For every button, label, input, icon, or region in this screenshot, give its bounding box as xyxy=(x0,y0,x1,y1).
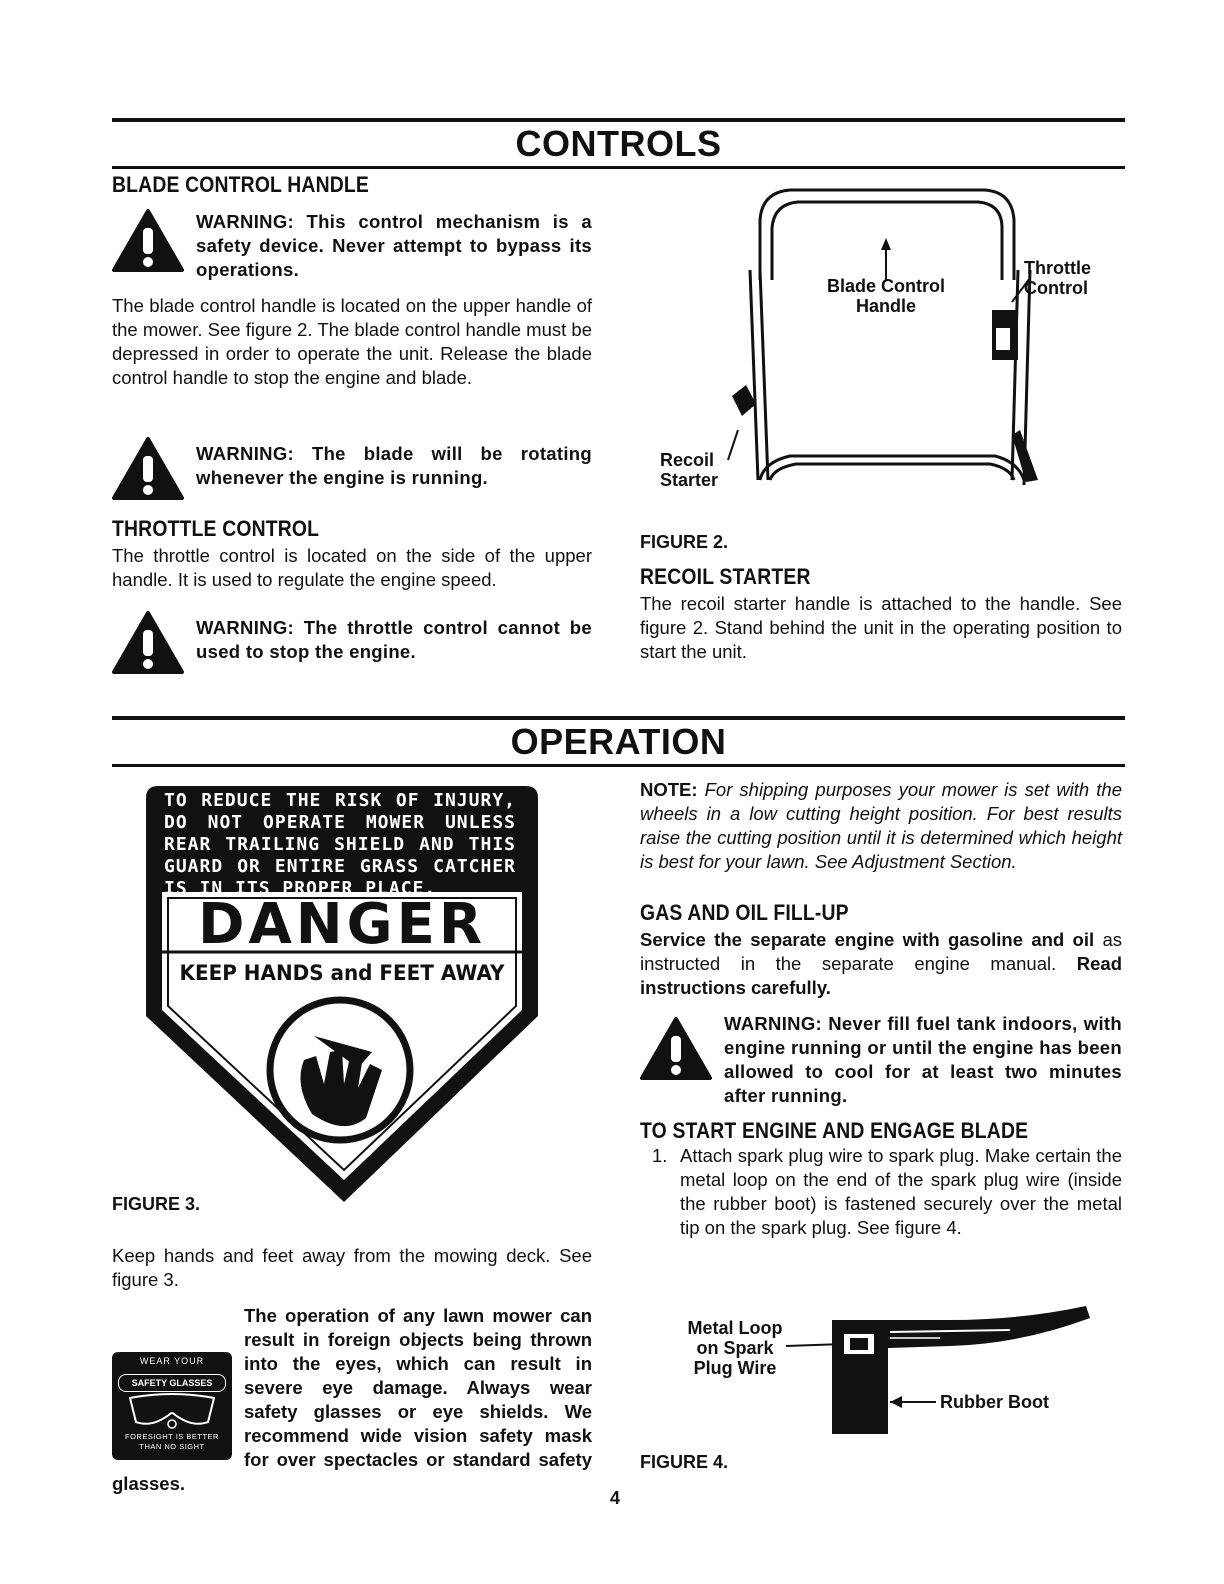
start-heading: TO START ENGINE AND ENGAGE BLADE xyxy=(640,1118,1029,1143)
controls-title: CONTROLS xyxy=(515,123,722,164)
controls-bottom-rule xyxy=(112,166,1125,169)
foreign-objects-text xyxy=(112,1304,592,1496)
figure2-caption: FIGURE 2. xyxy=(640,532,729,552)
badge-middle-text: SAFETY GLASSES xyxy=(118,1374,226,1392)
figure4-label-rubber-boot: Rubber Boot xyxy=(940,1392,1049,1412)
operation-bottom-rule xyxy=(112,764,1125,767)
note-label: NOTE: xyxy=(640,779,698,800)
fuel-warning: WARNING: Never fill fuel tank indoors, with engine running or until the engine has been allowed to cool for at least two minutes after running. xyxy=(724,1013,1122,1106)
note-text: For shipping purposes your mower is set with the wheels in a low cutting height position. For best results raise the cutting position until it is determined which height is best for your lawn. See Adjustment Section. xyxy=(640,779,1122,872)
start-step-number: 1. xyxy=(652,1145,668,1166)
blade-control-heading: BLADE CONTROL HANDLE xyxy=(112,172,369,197)
blade-control-body: The blade control handle is located on the upper handle of the mower. See figure 2. The blade control handle must be depressed in order to operate the unit. Release the blade control handle to stop the engine and blade. xyxy=(112,295,592,388)
keep-hands-feet-away: KEEP HANDS and FEET AWAY xyxy=(179,961,505,985)
gas-normal: as instructed in the separate engine manual. xyxy=(640,929,1123,974)
note-paragraph xyxy=(640,778,1122,874)
figure4-caption: FIGURE 4. xyxy=(640,1452,729,1472)
danger-word: DANGER xyxy=(197,892,487,957)
controls-top-rule xyxy=(112,118,1125,122)
keep-hands-text: Keep hands and feet away from the mowing deck. See figure 3. xyxy=(112,1245,592,1290)
throttle-body: The throttle control is located on the side of the upper handle. It is used to regulate the engine speed. xyxy=(112,545,592,590)
page-number: 4 xyxy=(609,1488,620,1508)
figure3-caption: FIGURE 3. xyxy=(112,1194,201,1214)
badge-bottom-text: FORESIGHT IS BETTER THAN NO SIGHT xyxy=(125,1432,219,1451)
warning-triangle-icon xyxy=(112,436,184,500)
gas-heading: GAS AND OIL FILL-UP xyxy=(640,900,849,925)
start-step-1: Attach spark plug wire to spark plug. Make certain the metal loop on the end of the spark plug wire (inside the rubber boot) is fastened securely over the metal tip on the spark plug. See figure 4. xyxy=(680,1145,1122,1238)
safety-glasses-badge xyxy=(112,1352,232,1460)
safety-glasses-icon xyxy=(122,1392,222,1432)
figure4-label-metal-loop: Metal Loop on Spark Plug Wire xyxy=(687,1318,783,1378)
badge-top-text: WEAR YOUR xyxy=(139,1356,205,1366)
warning-triangle-icon xyxy=(112,610,184,674)
recoil-heading: RECOIL STARTER xyxy=(640,564,811,589)
figure2-label-blade-control: Blade Control Handle xyxy=(826,276,945,316)
operation-title: OPERATION xyxy=(510,721,727,762)
figure2-label-throttle: Throttle Control xyxy=(1024,258,1091,298)
gas-bold-end: Read instructions carefully. xyxy=(640,953,1123,998)
warning-triangle-icon xyxy=(640,1016,712,1080)
gas-bold-start: Service the separate engine with gasoline and oil xyxy=(640,929,1095,950)
operation-top-rule xyxy=(112,716,1125,720)
figure4-spark-plug-illustration xyxy=(780,1296,1100,1446)
gas-body xyxy=(640,928,1122,1000)
throttle-heading: THROTTLE CONTROL xyxy=(112,516,320,541)
danger-warning-text: TO REDUCE THE RISK OF INJURY, DO NOT OPERATE MOWER UNLESS REAR TRAILING SHIELD AND THIS GUARD OR ENTIRE GRASS CATCHER IS IN ITS PROPER PLACE. xyxy=(164,790,516,899)
foreign-objects-span: The operation of any lawn mower can result in foreign objects being thrown into the eyes, which can result in severe eye damage. Always wear safety glasses or eye shields. We recommend wide vision safety mask for over spectacles or standard safety glasses. xyxy=(112,1305,592,1494)
blade-warning-2: WARNING: The blade will be rotating whenever the engine is running. xyxy=(196,443,592,488)
throttle-warning: WARNING: The throttle control cannot be used to stop the engine. xyxy=(196,617,592,662)
recoil-body: The recoil starter handle is attached to the handle. See figure 2. Stand behind the unit in the operating position to start the unit. xyxy=(640,593,1122,662)
blade-warning-1: WARNING: This control mechanism is a safety device. Never attempt to bypass its operations. xyxy=(196,211,592,280)
figure2-label-recoil: Recoil Starter xyxy=(660,450,719,490)
warning-triangle-icon xyxy=(112,208,184,272)
